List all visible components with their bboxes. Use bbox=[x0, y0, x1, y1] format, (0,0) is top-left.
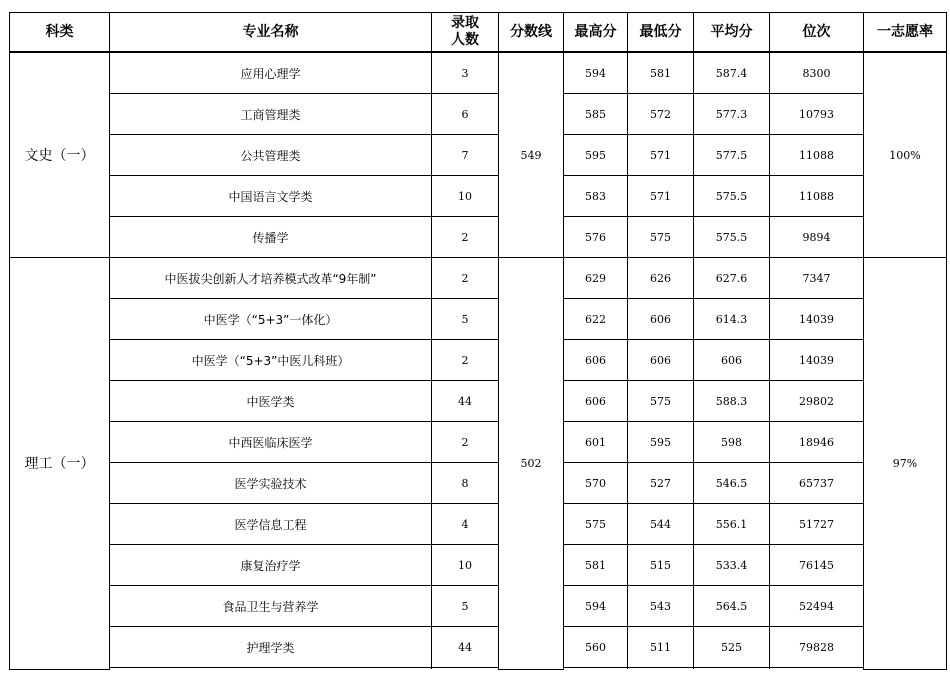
major-cell: 医学实验技术 bbox=[110, 463, 432, 504]
first-choice-cell: 97% bbox=[864, 258, 947, 670]
rank-cell: 65737 bbox=[770, 463, 864, 504]
avg-cell: 588.3 bbox=[694, 381, 770, 422]
avg-cell: 577.3 bbox=[694, 94, 770, 135]
major-cell: 中国语言文学类 bbox=[110, 176, 432, 217]
table-row bbox=[10, 176, 947, 217]
header-first-choice: 一志愿率 bbox=[864, 13, 947, 53]
major-cell: 中医学类 bbox=[110, 381, 432, 422]
enrolled-cell: 2 bbox=[432, 340, 499, 381]
enrolled-cell: 2 bbox=[432, 422, 499, 463]
table-row bbox=[10, 545, 947, 586]
rank-cell: 52494 bbox=[770, 586, 864, 627]
avg-cell: 575.5 bbox=[694, 217, 770, 258]
header-enrolled-line1: 录取 bbox=[451, 15, 479, 31]
table-row bbox=[10, 422, 947, 463]
table-row bbox=[10, 627, 947, 668]
table-row bbox=[10, 52, 947, 94]
enrolled-cell: 10 bbox=[432, 545, 499, 586]
max-cell: 581 bbox=[564, 545, 628, 586]
avg-cell: 564.5 bbox=[694, 586, 770, 627]
rank-cell: 14039 bbox=[770, 340, 864, 381]
avg-cell: 577.5 bbox=[694, 135, 770, 176]
cutoff-cell: 502 bbox=[499, 258, 564, 670]
first-choice-cell: 100% bbox=[864, 52, 947, 258]
major-cell: 中医学（“5+3”中医儿科班） bbox=[110, 340, 432, 381]
cut-off-cell bbox=[694, 668, 770, 670]
table-row bbox=[10, 217, 947, 258]
max-cell: 575 bbox=[564, 504, 628, 545]
header-rank: 位次 bbox=[770, 13, 864, 53]
enrolled-cell: 7 bbox=[432, 135, 499, 176]
min-cell: 575 bbox=[628, 381, 694, 422]
major-cell: 康复治疗学 bbox=[110, 545, 432, 586]
avg-cell: 533.4 bbox=[694, 545, 770, 586]
min-cell: 515 bbox=[628, 545, 694, 586]
min-cell: 543 bbox=[628, 586, 694, 627]
header-max: 最高分 bbox=[564, 13, 628, 53]
header-min: 最低分 bbox=[628, 13, 694, 53]
table-row bbox=[10, 340, 947, 381]
avg-cell: 587.4 bbox=[694, 52, 770, 94]
header-major: 专业名称 bbox=[110, 13, 432, 53]
cut-off-cell bbox=[770, 668, 864, 670]
max-cell: 622 bbox=[564, 299, 628, 340]
max-cell: 601 bbox=[564, 422, 628, 463]
max-cell: 594 bbox=[564, 52, 628, 94]
enrolled-cell: 2 bbox=[432, 258, 499, 299]
min-cell: 544 bbox=[628, 504, 694, 545]
enrolled-cell: 8 bbox=[432, 463, 499, 504]
cut-off-cell bbox=[110, 668, 432, 670]
min-cell: 626 bbox=[628, 258, 694, 299]
avg-cell: 598 bbox=[694, 422, 770, 463]
avg-cell: 614.3 bbox=[694, 299, 770, 340]
min-cell: 511 bbox=[628, 627, 694, 668]
enrolled-cell: 3 bbox=[432, 52, 499, 94]
max-cell: 606 bbox=[564, 340, 628, 381]
avg-cell: 606 bbox=[694, 340, 770, 381]
major-cell: 医学信息工程 bbox=[110, 504, 432, 545]
major-cell: 中西医临床医学 bbox=[110, 422, 432, 463]
rank-cell: 51727 bbox=[770, 504, 864, 545]
major-cell: 工商管理类 bbox=[110, 94, 432, 135]
rank-cell: 18946 bbox=[770, 422, 864, 463]
cutoff-cell: 549 bbox=[499, 52, 564, 258]
header-cutoff: 分数线 bbox=[499, 13, 564, 53]
enrolled-cell: 44 bbox=[432, 381, 499, 422]
rank-cell: 11088 bbox=[770, 176, 864, 217]
avg-cell: 546.5 bbox=[694, 463, 770, 504]
admission-scores-table bbox=[9, 12, 947, 670]
table-row bbox=[10, 94, 947, 135]
header-enrolled bbox=[432, 13, 499, 53]
cut-off-cell bbox=[564, 668, 628, 670]
major-cell: 应用心理学 bbox=[110, 52, 432, 94]
enrolled-cell: 5 bbox=[432, 586, 499, 627]
max-cell: 594 bbox=[564, 586, 628, 627]
header-avg: 平均分 bbox=[694, 13, 770, 53]
min-cell: 581 bbox=[628, 52, 694, 94]
min-cell: 606 bbox=[628, 340, 694, 381]
enrolled-cell: 4 bbox=[432, 504, 499, 545]
major-cell: 中医拔尖创新人才培养模式改革“9年制” bbox=[110, 258, 432, 299]
min-cell: 606 bbox=[628, 299, 694, 340]
table-row bbox=[10, 258, 947, 299]
header-row bbox=[10, 13, 947, 53]
table-row bbox=[10, 135, 947, 176]
category-cell: 理工（一） bbox=[10, 258, 110, 670]
enrolled-cell: 2 bbox=[432, 217, 499, 258]
min-cell: 571 bbox=[628, 135, 694, 176]
cut-off-cell bbox=[432, 668, 499, 670]
cut-off-cell bbox=[628, 668, 694, 670]
avg-cell: 556.1 bbox=[694, 504, 770, 545]
max-cell: 595 bbox=[564, 135, 628, 176]
rank-cell: 7347 bbox=[770, 258, 864, 299]
max-cell: 606 bbox=[564, 381, 628, 422]
min-cell: 527 bbox=[628, 463, 694, 504]
table-row bbox=[10, 504, 947, 545]
major-cell: 公共管理类 bbox=[110, 135, 432, 176]
table-row bbox=[10, 463, 947, 504]
max-cell: 576 bbox=[564, 217, 628, 258]
enrolled-cell: 10 bbox=[432, 176, 499, 217]
max-cell: 583 bbox=[564, 176, 628, 217]
min-cell: 595 bbox=[628, 422, 694, 463]
avg-cell: 525 bbox=[694, 627, 770, 668]
header-enrolled-line2: 人数 bbox=[451, 32, 479, 48]
min-cell: 572 bbox=[628, 94, 694, 135]
min-cell: 575 bbox=[628, 217, 694, 258]
avg-cell: 575.5 bbox=[694, 176, 770, 217]
table-row bbox=[10, 381, 947, 422]
table-row bbox=[10, 586, 947, 627]
major-cell: 食品卫生与营养学 bbox=[110, 586, 432, 627]
rank-cell: 76145 bbox=[770, 545, 864, 586]
enrolled-cell: 6 bbox=[432, 94, 499, 135]
max-cell: 570 bbox=[564, 463, 628, 504]
enrolled-cell: 5 bbox=[432, 299, 499, 340]
table-row-cut-off bbox=[10, 668, 947, 670]
rank-cell: 29802 bbox=[770, 381, 864, 422]
rank-cell: 14039 bbox=[770, 299, 864, 340]
max-cell: 560 bbox=[564, 627, 628, 668]
rank-cell: 9894 bbox=[770, 217, 864, 258]
rank-cell: 11088 bbox=[770, 135, 864, 176]
rank-cell: 8300 bbox=[770, 52, 864, 94]
major-cell: 中医学（“5+3”一体化） bbox=[110, 299, 432, 340]
rank-cell: 10793 bbox=[770, 94, 864, 135]
max-cell: 585 bbox=[564, 94, 628, 135]
header-category: 科类 bbox=[10, 13, 110, 53]
min-cell: 571 bbox=[628, 176, 694, 217]
max-cell: 629 bbox=[564, 258, 628, 299]
avg-cell: 627.6 bbox=[694, 258, 770, 299]
rank-cell: 79828 bbox=[770, 627, 864, 668]
major-cell: 传播学 bbox=[110, 217, 432, 258]
enrolled-cell: 44 bbox=[432, 627, 499, 668]
major-cell: 护理学类 bbox=[110, 627, 432, 668]
category-cell: 文史（一） bbox=[10, 52, 110, 258]
table-row bbox=[10, 299, 947, 340]
